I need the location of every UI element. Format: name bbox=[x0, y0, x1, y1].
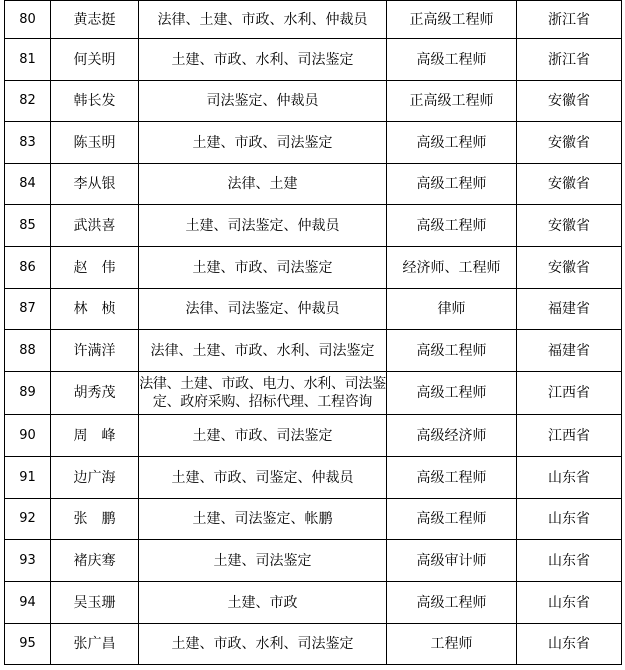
cell-title: 高级工程师 bbox=[387, 39, 517, 81]
cell-expertise: 土建、市政 bbox=[139, 582, 387, 624]
cell-province: 福建省 bbox=[517, 289, 622, 330]
cell-name: 边广海 bbox=[51, 457, 139, 499]
cell-expertise: 法律、土建 bbox=[139, 164, 387, 205]
cell-province: 江西省 bbox=[517, 415, 622, 457]
cell-province: 安徽省 bbox=[517, 205, 622, 247]
cell-number: 86 bbox=[5, 247, 51, 289]
cell-name: 张广昌 bbox=[51, 624, 139, 665]
cell-name: 林 桢 bbox=[51, 289, 139, 330]
cell-province: 山东省 bbox=[517, 540, 622, 582]
table-row bbox=[5, 205, 622, 247]
expert-list-table bbox=[4, 0, 622, 665]
cell-name: 许满洋 bbox=[51, 330, 139, 372]
cell-province: 浙江省 bbox=[517, 1, 622, 39]
cell-title: 高级经济师 bbox=[387, 415, 517, 457]
cell-name: 陈玉明 bbox=[51, 122, 139, 164]
cell-number: 95 bbox=[5, 624, 51, 665]
cell-expertise: 土建、市政、司法鉴定 bbox=[139, 415, 387, 457]
cell-name: 李从银 bbox=[51, 164, 139, 205]
cell-name: 何关明 bbox=[51, 39, 139, 81]
cell-name: 吴玉珊 bbox=[51, 582, 139, 624]
cell-number: 81 bbox=[5, 39, 51, 81]
cell-province: 安徽省 bbox=[517, 164, 622, 205]
cell-expertise: 法律、司法鉴定、仲裁员 bbox=[139, 289, 387, 330]
cell-expertise: 土建、司法鉴定、仲裁员 bbox=[139, 205, 387, 247]
cell-province: 浙江省 bbox=[517, 39, 622, 81]
table-row bbox=[5, 372, 622, 415]
cell-number: 80 bbox=[5, 1, 51, 39]
cell-title: 工程师 bbox=[387, 624, 517, 665]
table-body bbox=[5, 1, 622, 665]
cell-title: 高级审计师 bbox=[387, 540, 517, 582]
cell-name: 褚庆骞 bbox=[51, 540, 139, 582]
cell-province: 安徽省 bbox=[517, 81, 622, 122]
cell-number: 87 bbox=[5, 289, 51, 330]
cell-name: 张 鹏 bbox=[51, 499, 139, 540]
cell-province: 安徽省 bbox=[517, 122, 622, 164]
cell-name: 韩长发 bbox=[51, 81, 139, 122]
cell-name: 武洪喜 bbox=[51, 205, 139, 247]
table-row bbox=[5, 624, 622, 665]
cell-title: 正高级工程师 bbox=[387, 1, 517, 39]
cell-expertise: 法律、土建、市政、水利、司法鉴定 bbox=[139, 330, 387, 372]
cell-expertise: 土建、司法鉴定 bbox=[139, 540, 387, 582]
cell-number: 88 bbox=[5, 330, 51, 372]
cell-province: 山东省 bbox=[517, 499, 622, 540]
table-row bbox=[5, 457, 622, 499]
table-row bbox=[5, 289, 622, 330]
cell-expertise: 土建、市政、水利、司法鉴定 bbox=[139, 624, 387, 665]
cell-expertise: 法律、土建、市政、水利、仲裁员 bbox=[139, 1, 387, 39]
table-row bbox=[5, 122, 622, 164]
cell-name: 周 峰 bbox=[51, 415, 139, 457]
cell-title: 正高级工程师 bbox=[387, 81, 517, 122]
cell-number: 85 bbox=[5, 205, 51, 247]
table-row bbox=[5, 164, 622, 205]
cell-title: 高级工程师 bbox=[387, 372, 517, 415]
cell-province: 福建省 bbox=[517, 330, 622, 372]
cell-province: 山东省 bbox=[517, 457, 622, 499]
cell-number: 94 bbox=[5, 582, 51, 624]
cell-expertise: 司法鉴定、仲裁员 bbox=[139, 81, 387, 122]
cell-title: 高级工程师 bbox=[387, 499, 517, 540]
cell-number: 93 bbox=[5, 540, 51, 582]
cell-title: 高级工程师 bbox=[387, 330, 517, 372]
cell-expertise: 土建、市政、司鉴定、仲裁员 bbox=[139, 457, 387, 499]
cell-title: 高级工程师 bbox=[387, 205, 517, 247]
cell-expertise: 土建、市政、司法鉴定 bbox=[139, 247, 387, 289]
cell-number: 84 bbox=[5, 164, 51, 205]
table-row bbox=[5, 540, 622, 582]
cell-number: 89 bbox=[5, 372, 51, 415]
table-row bbox=[5, 330, 622, 372]
cell-province: 江西省 bbox=[517, 372, 622, 415]
table-row bbox=[5, 39, 622, 81]
cell-number: 90 bbox=[5, 415, 51, 457]
table-row bbox=[5, 415, 622, 457]
cell-title: 律师 bbox=[387, 289, 517, 330]
cell-expertise: 土建、司法鉴定、帐鹏 bbox=[139, 499, 387, 540]
cell-number: 92 bbox=[5, 499, 51, 540]
cell-title: 高级工程师 bbox=[387, 164, 517, 205]
cell-number: 83 bbox=[5, 122, 51, 164]
cell-expertise: 土建、市政、水利、司法鉴定 bbox=[139, 39, 387, 81]
table-row bbox=[5, 1, 622, 39]
cell-expertise: 法律、土建、市政、电力、水利、司法鉴定、政府采购、招标代理、工程咨询 bbox=[139, 372, 387, 415]
cell-province: 安徽省 bbox=[517, 247, 622, 289]
cell-title: 高级工程师 bbox=[387, 582, 517, 624]
table-row bbox=[5, 499, 622, 540]
table-row bbox=[5, 81, 622, 122]
cell-expertise: 土建、市政、司法鉴定 bbox=[139, 122, 387, 164]
cell-number: 91 bbox=[5, 457, 51, 499]
table-row bbox=[5, 582, 622, 624]
cell-province: 山东省 bbox=[517, 582, 622, 624]
cell-name: 赵 伟 bbox=[51, 247, 139, 289]
cell-province: 山东省 bbox=[517, 624, 622, 665]
cell-number: 82 bbox=[5, 81, 51, 122]
cell-title: 高级工程师 bbox=[387, 457, 517, 499]
cell-name: 黄志挺 bbox=[51, 1, 139, 39]
cell-name: 胡秀茂 bbox=[51, 372, 139, 415]
table-row bbox=[5, 247, 622, 289]
cell-title: 高级工程师 bbox=[387, 122, 517, 164]
cell-title: 经济师、工程师 bbox=[387, 247, 517, 289]
